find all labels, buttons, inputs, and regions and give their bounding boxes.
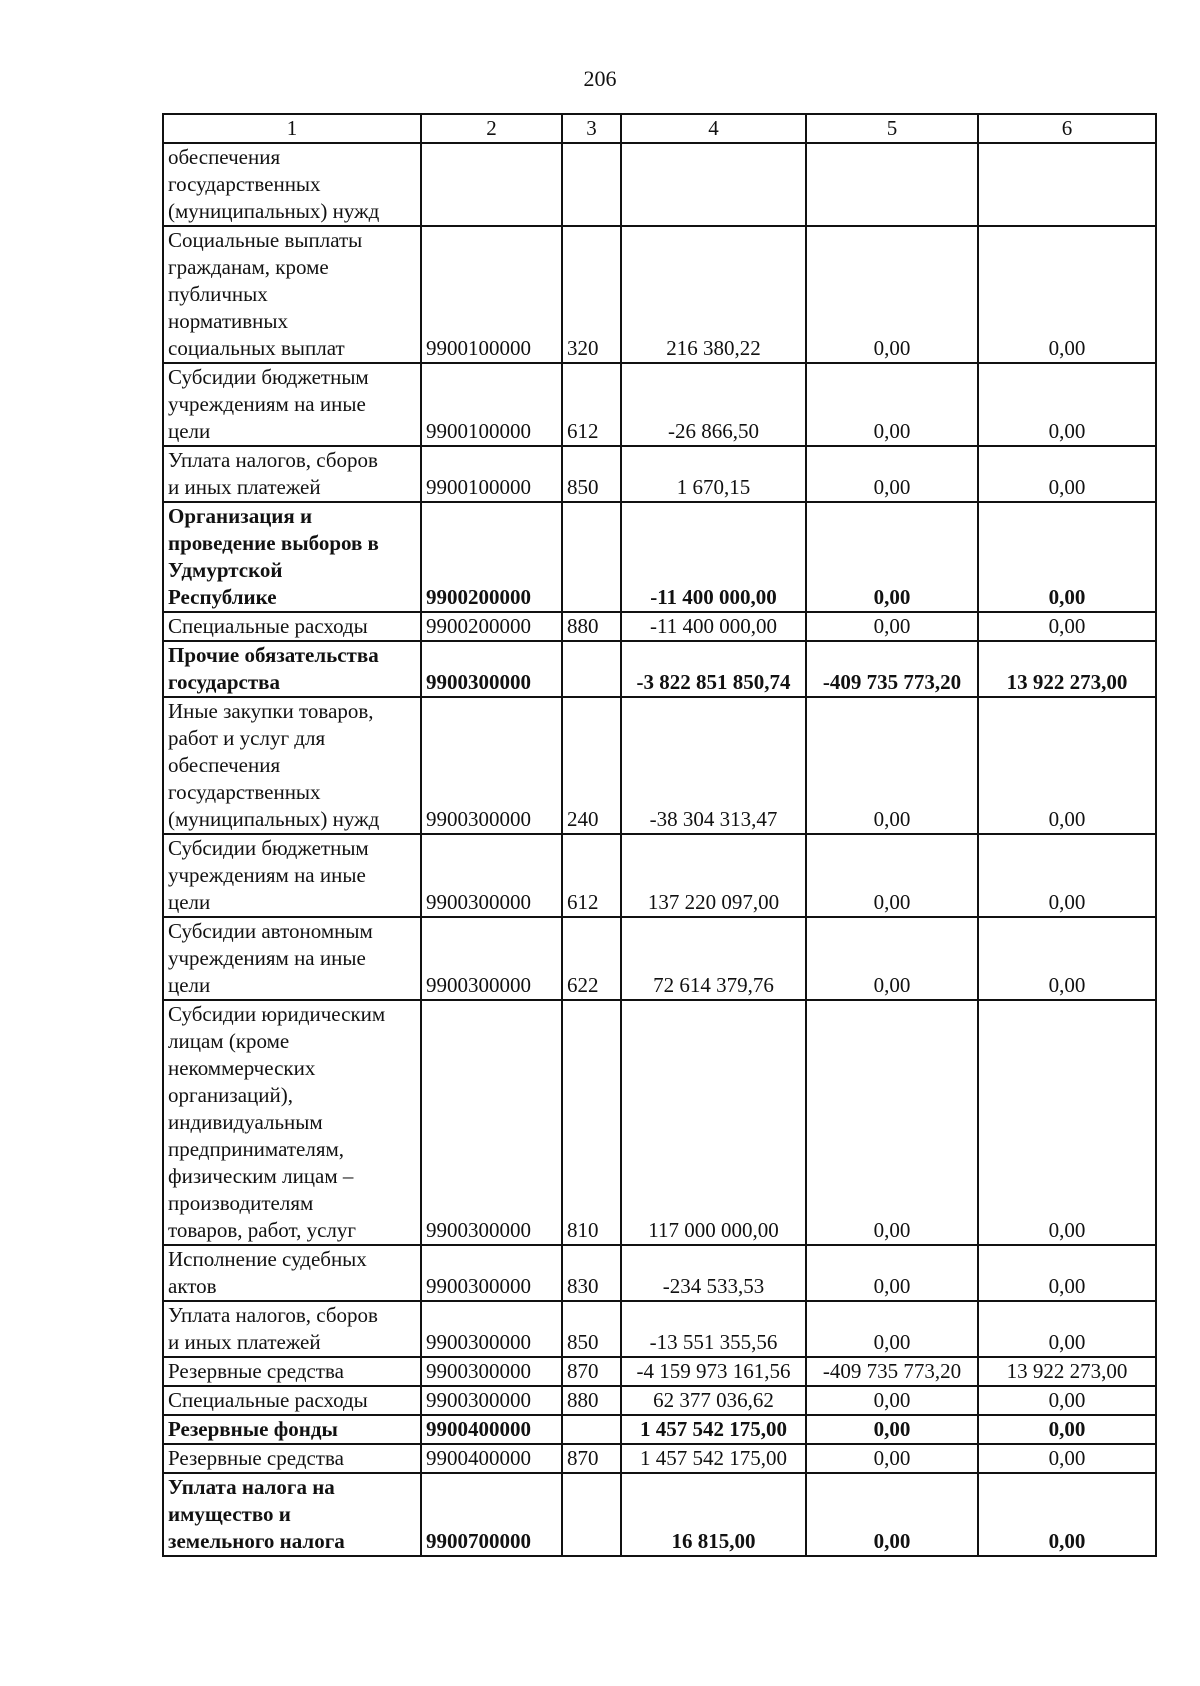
item-name-text: Организация и проведение выборов в Удмуртской Республике	[168, 504, 379, 609]
table-row	[163, 1245, 1156, 1301]
amount-col4-cell: 1 457 542 175,00	[621, 1444, 806, 1473]
amount-col6-cell: 13 922 273,00	[978, 1357, 1156, 1386]
item-name-text: Резервные средства	[168, 1359, 344, 1383]
amount-col5-cell: 0,00	[806, 363, 978, 446]
item-name-cell	[163, 1357, 421, 1386]
target-code-cell: 9900300000	[421, 641, 562, 697]
column-header: 6	[978, 114, 1156, 143]
target-code-cell: 9900300000	[421, 697, 562, 834]
amount-col4-cell: -3 822 851 850,74	[621, 641, 806, 697]
target-code-cell: 9900200000	[421, 502, 562, 612]
table-row	[163, 1301, 1156, 1357]
target-code-cell: 9900300000	[421, 1386, 562, 1415]
item-name-text: обеспечения государственных (муниципальных) нужд	[168, 145, 380, 223]
amount-col4-cell: -4 159 973 161,56	[621, 1357, 806, 1386]
amount-col5-cell: 0,00	[806, 917, 978, 1000]
amount-col4-cell: 137 220 097,00	[621, 834, 806, 917]
expense-type-cell	[562, 1415, 621, 1444]
item-name-cell	[163, 502, 421, 612]
amount-col4-cell: 16 815,00	[621, 1473, 806, 1556]
amount-col5-cell: 0,00	[806, 502, 978, 612]
amount-col5-cell: 0,00	[806, 226, 978, 363]
item-name-cell	[163, 697, 421, 834]
item-name-cell	[163, 1301, 421, 1357]
table-row	[163, 502, 1156, 612]
amount-col6-cell: 0,00	[978, 502, 1156, 612]
amount-col6-cell: 0,00	[978, 1386, 1156, 1415]
amount-col6-cell: 13 922 273,00	[978, 641, 1156, 697]
item-name-text: Субсидии бюджетным учреждениям на иные цели	[168, 836, 369, 914]
expense-type-cell: 830	[562, 1245, 621, 1301]
table-row	[163, 1444, 1156, 1473]
amount-col4-cell: -13 551 355,56	[621, 1301, 806, 1357]
amount-col5-cell: 0,00	[806, 834, 978, 917]
table-row	[163, 143, 1156, 226]
amount-col5-cell: -409 735 773,20	[806, 641, 978, 697]
item-name-text: Прочие обязательства государства	[168, 643, 379, 694]
amount-col5-cell: 0,00	[806, 1473, 978, 1556]
item-name-text: Резервные фонды	[168, 1417, 338, 1441]
item-name-text: Уплата налогов, сборов и иных платежей	[168, 448, 378, 499]
amount-col5-cell: 0,00	[806, 1245, 978, 1301]
item-name-cell	[163, 1473, 421, 1556]
header-row	[163, 114, 1156, 143]
amount-col6-cell: 0,00	[978, 446, 1156, 502]
amount-col6-cell: 0,00	[978, 226, 1156, 363]
item-name-cell	[163, 1415, 421, 1444]
amount-col6-cell: 0,00	[978, 917, 1156, 1000]
expense-type-cell	[562, 502, 621, 612]
target-code-cell: 9900400000	[421, 1444, 562, 1473]
expense-type-cell	[562, 1473, 621, 1556]
item-name-text: Субсидии бюджетным учреждениям на иные цели	[168, 365, 369, 443]
target-code-cell: 9900300000	[421, 1245, 562, 1301]
table-row	[163, 1415, 1156, 1444]
expense-type-cell: 850	[562, 1301, 621, 1357]
expense-type-cell: 320	[562, 226, 621, 363]
item-name-cell	[163, 1444, 421, 1473]
expense-type-cell: 612	[562, 363, 621, 446]
item-name-text: Исполнение судебных актов	[168, 1247, 367, 1298]
item-name-text: Субсидии автономным учреждениям на иные цели	[168, 919, 373, 997]
budget-table	[162, 113, 1157, 1557]
expense-type-cell: 850	[562, 446, 621, 502]
table-row	[163, 446, 1156, 502]
amount-col4-cell: 62 377 036,62	[621, 1386, 806, 1415]
target-code-cell: 9900300000	[421, 917, 562, 1000]
item-name-cell	[163, 446, 421, 502]
item-name-text: Специальные расходы	[168, 1388, 368, 1412]
expense-type-cell	[562, 143, 621, 226]
amount-col6-cell: 0,00	[978, 1444, 1156, 1473]
table-row	[163, 697, 1156, 834]
target-code-cell: 9900400000	[421, 1415, 562, 1444]
item-name-cell	[163, 1000, 421, 1245]
target-code-cell: 9900300000	[421, 1301, 562, 1357]
column-header: 3	[562, 114, 621, 143]
expense-type-cell: 612	[562, 834, 621, 917]
target-code-cell: 9900300000	[421, 1000, 562, 1245]
target-code-cell: 9900700000	[421, 1473, 562, 1556]
item-name-text: Специальные расходы	[168, 614, 368, 638]
amount-col5-cell: -409 735 773,20	[806, 1357, 978, 1386]
amount-col5-cell: 0,00	[806, 612, 978, 641]
item-name-text: Субсидии юридическим лицам (кроме некоммерческих организаций), индивидуальным предпринимателям, физическим лицам – производителям товаров, работ, услуг	[168, 1002, 386, 1242]
item-name-cell	[163, 641, 421, 697]
table-row	[163, 1357, 1156, 1386]
amount-col4-cell: 117 000 000,00	[621, 1000, 806, 1245]
target-code-cell: 9900100000	[421, 226, 562, 363]
amount-col5-cell: 0,00	[806, 1444, 978, 1473]
amount-col6-cell: 0,00	[978, 1415, 1156, 1444]
expense-type-cell	[562, 641, 621, 697]
amount-col5-cell	[806, 143, 978, 226]
item-name-cell	[163, 226, 421, 363]
amount-col4-cell: 216 380,22	[621, 226, 806, 363]
item-name-text: Социальные выплаты гражданам, кроме публичных нормативных социальных выплат	[168, 228, 363, 360]
amount-col4-cell: 1 670,15	[621, 446, 806, 502]
column-header: 2	[421, 114, 562, 143]
item-name-text: Иные закупки товаров, работ и услуг для обеспечения государственных (муниципальных) нужд	[168, 699, 380, 831]
amount-col6-cell: 0,00	[978, 1000, 1156, 1245]
item-name-cell	[163, 143, 421, 226]
expense-type-cell: 622	[562, 917, 621, 1000]
amount-col4-cell: -38 304 313,47	[621, 697, 806, 834]
amount-col6-cell: 0,00	[978, 1301, 1156, 1357]
column-header: 4	[621, 114, 806, 143]
item-name-cell	[163, 612, 421, 641]
amount-col5-cell: 0,00	[806, 446, 978, 502]
table-row	[163, 641, 1156, 697]
amount-col5-cell: 0,00	[806, 1301, 978, 1357]
table-row	[163, 363, 1156, 446]
item-name-text: Резервные средства	[168, 1446, 344, 1470]
target-code-cell	[421, 143, 562, 226]
amount-col6-cell	[978, 143, 1156, 226]
amount-col4-cell: -11 400 000,00	[621, 612, 806, 641]
table-row	[163, 1386, 1156, 1415]
amount-col4-cell: -26 866,50	[621, 363, 806, 446]
target-code-cell: 9900100000	[421, 446, 562, 502]
target-code-cell: 9900100000	[421, 363, 562, 446]
amount-col6-cell: 0,00	[978, 1473, 1156, 1556]
expense-type-cell: 810	[562, 1000, 621, 1245]
column-header: 5	[806, 114, 978, 143]
amount-col4-cell: 1 457 542 175,00	[621, 1415, 806, 1444]
item-name-cell	[163, 917, 421, 1000]
table-row	[163, 1000, 1156, 1245]
table-row	[163, 226, 1156, 363]
target-code-cell: 9900300000	[421, 1357, 562, 1386]
item-name-text: Уплата налогов, сборов и иных платежей	[168, 1303, 378, 1354]
amount-col4-cell: 72 614 379,76	[621, 917, 806, 1000]
table-row	[163, 1473, 1156, 1556]
table-row	[163, 917, 1156, 1000]
amount-col4-cell: -11 400 000,00	[621, 502, 806, 612]
table-row	[163, 612, 1156, 641]
column-header: 1	[163, 114, 421, 143]
expense-type-cell: 880	[562, 612, 621, 641]
item-name-text: Уплата налога на имущество и земельного налога	[168, 1475, 345, 1553]
amount-col6-cell: 0,00	[978, 697, 1156, 834]
target-code-cell: 9900200000	[421, 612, 562, 641]
amount-col5-cell: 0,00	[806, 1415, 978, 1444]
item-name-cell	[163, 1245, 421, 1301]
amount-col5-cell: 0,00	[806, 1000, 978, 1245]
table-row	[163, 834, 1156, 917]
amount-col6-cell: 0,00	[978, 363, 1156, 446]
amount-col6-cell: 0,00	[978, 834, 1156, 917]
item-name-cell	[163, 1386, 421, 1415]
expense-type-cell: 240	[562, 697, 621, 834]
page-number: 206	[583, 66, 617, 91]
amount-col6-cell: 0,00	[978, 1245, 1156, 1301]
expense-type-cell: 880	[562, 1386, 621, 1415]
amount-col4-cell: -234 533,53	[621, 1245, 806, 1301]
item-name-cell	[163, 834, 421, 917]
item-name-cell	[163, 363, 421, 446]
target-code-cell: 9900300000	[421, 834, 562, 917]
amount-col5-cell: 0,00	[806, 697, 978, 834]
expense-type-cell: 870	[562, 1357, 621, 1386]
expense-type-cell: 870	[562, 1444, 621, 1473]
amount-col5-cell: 0,00	[806, 1386, 978, 1415]
amount-col4-cell	[621, 143, 806, 226]
amount-col6-cell: 0,00	[978, 612, 1156, 641]
